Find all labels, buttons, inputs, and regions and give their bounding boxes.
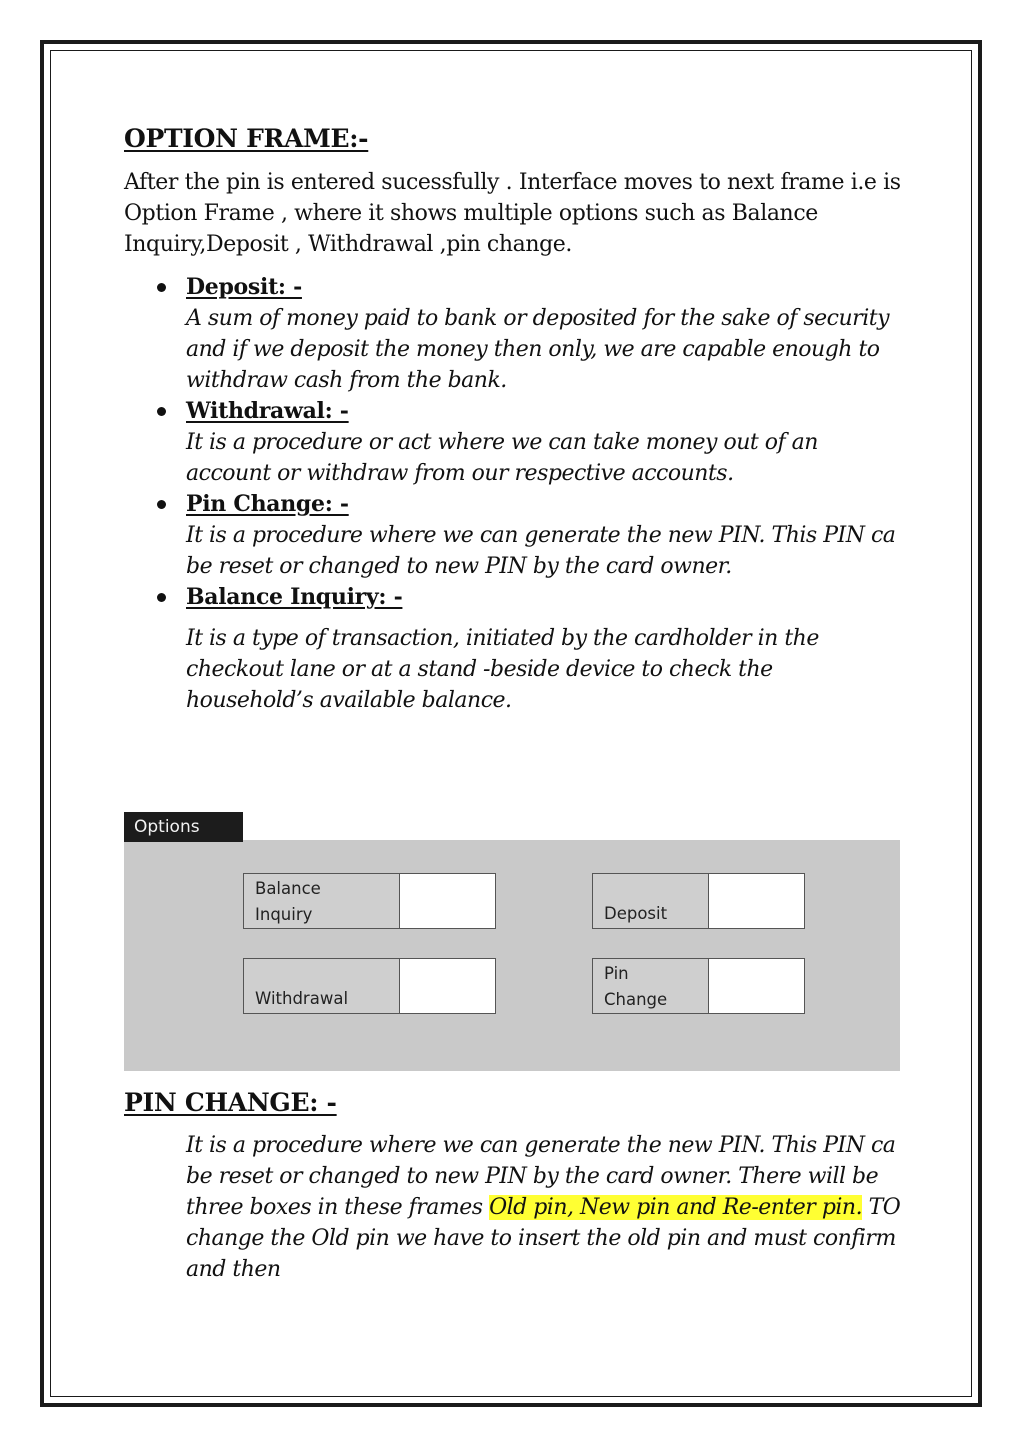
withdrawal-description: It is a procedure or act where we can take money out of an account or withdraw from our respective accounts. [186, 430, 818, 486]
deposit-title: Deposit: - [186, 274, 302, 300]
pin-change-section-description [186, 1130, 904, 1285]
list-item-deposit [124, 272, 904, 396]
withdrawal-button[interactable] [243, 958, 496, 1014]
bullet-icon [157, 500, 166, 509]
balance-inquiry-label [244, 874, 400, 928]
options-list [124, 272, 904, 716]
deposit-field[interactable] [709, 874, 804, 928]
option-frame-intro: After the pin is entered sucessfully . Interface moves to next frame i.e is Option Frame , where it shows multiple options such as Balance Inquiry,Deposit , Withdrawal ,pin change. [124, 170, 901, 257]
pin-change-heading: PIN CHANGE: - [124, 1088, 337, 1117]
balance-inquiry-title: Balance Inquiry: - [186, 584, 403, 610]
bullet-icon [157, 283, 166, 292]
balance-inquiry-description: It is a type of transaction, initiated by the cardholder in the checkout lane or at a stand -beside device to check the household’s available balance. [186, 626, 819, 713]
pin-change-desc-highlight: Old pin, New pin and Re-enter pin. [489, 1195, 863, 1220]
option-frame-section [124, 124, 904, 716]
withdrawal-field[interactable] [400, 959, 495, 1013]
balance-inquiry-field[interactable] [400, 874, 495, 928]
pin-change-label-line1: Pin [604, 964, 629, 983]
pin-change-description: It is a procedure where we can generate the new PIN. This PIN ca be reset or changed to new PIN by the card owner. [186, 523, 896, 579]
deposit-button[interactable] [592, 873, 805, 929]
pin-change-section [124, 1088, 904, 1285]
pin-change-field[interactable] [709, 959, 804, 1013]
options-window-screenshot [124, 810, 900, 1071]
balance-inquiry-label-line1: Balance [255, 879, 321, 898]
option-frame-heading: OPTION FRAME:- [124, 124, 369, 153]
pin-change-button[interactable] [592, 958, 805, 1014]
pin-change-label-line2: Change [604, 990, 668, 1009]
list-item-withdrawal [124, 396, 904, 489]
balance-inquiry-label-line2: Inquiry [255, 905, 313, 924]
deposit-description: A sum of money paid to bank or deposited for the sake of security and if we deposit the money then only, we are capable enough to withdraw cash from the bank. [186, 306, 889, 393]
bullet-icon [157, 593, 166, 602]
pin-change-desc-part2: TO change the Old pin we have to insert the old pin and must confirm and then [186, 1195, 901, 1282]
list-item-balance-inquiry [124, 582, 904, 716]
bullet-icon [157, 407, 166, 416]
withdrawal-label: Withdrawal [244, 959, 400, 1013]
balance-inquiry-button[interactable] [243, 873, 496, 929]
list-item-pin-change [124, 489, 904, 582]
options-tab: Options [124, 812, 243, 842]
pin-change-desc-part1: It is a procedure where we can generate the new PIN. This PIN ca be reset or changed to new PIN by the card owner. There will be three boxes in these frames [186, 1133, 896, 1220]
pin-change-label [593, 959, 709, 1013]
deposit-label: Deposit [593, 874, 709, 928]
pin-change-title: Pin Change: - [186, 491, 349, 517]
withdrawal-title: Withdrawal: - [186, 398, 349, 424]
